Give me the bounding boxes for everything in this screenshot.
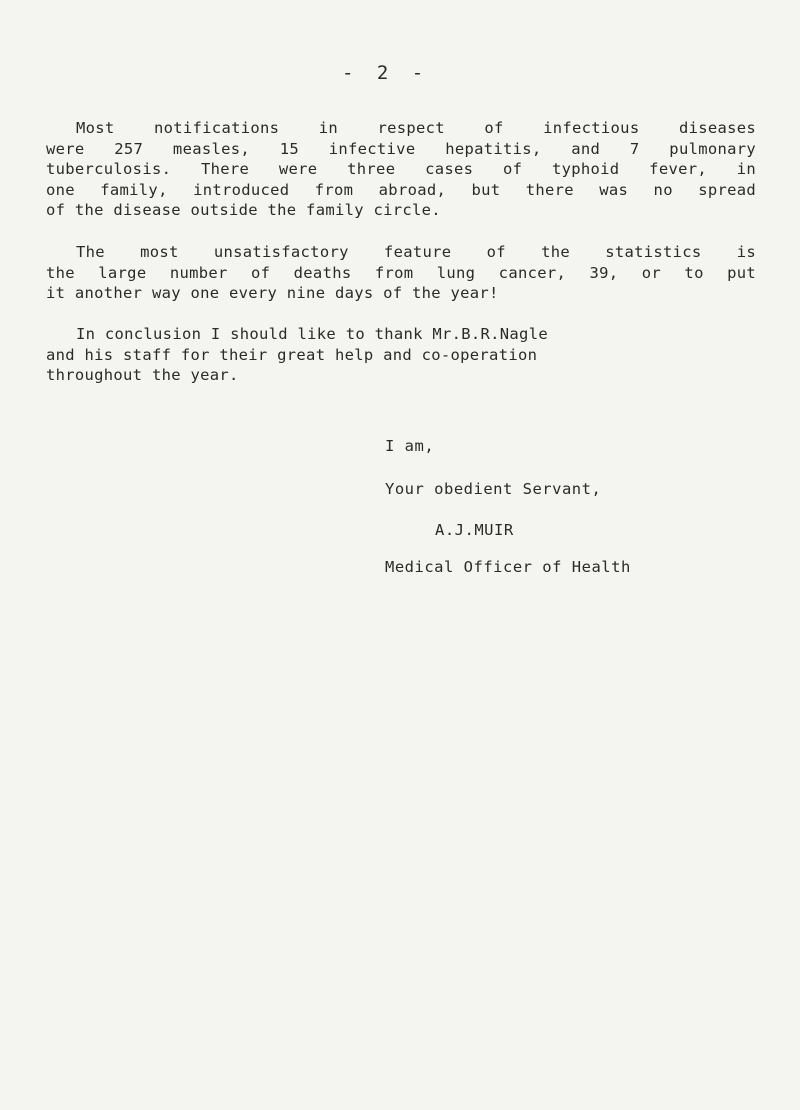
page-number: - 2 - (342, 62, 430, 84)
text-line: tuberculosis. There were three cases of typhoid fever, in (46, 160, 756, 178)
signoff-greeting: I am, (385, 437, 435, 455)
text-line: it another way one every nine days of the year! (46, 284, 499, 302)
text-line: one family, introduced from abroad, but there was no spread (46, 180, 756, 199)
paragraph-conclusion (46, 324, 756, 386)
signoff-name: A.J.MUIR (435, 521, 514, 539)
text-line: Most notifications in respect of infectious diseases (76, 119, 756, 137)
text-line: were 257 measles, 15 infective hepatitis, and 7 pulmonary (46, 139, 756, 158)
signoff-title: Medical Officer of Health (385, 558, 631, 576)
text-line: throughout the year. (46, 366, 239, 384)
text-line: In conclusion I should like to thank Mr.B.R.Nagle (76, 325, 548, 343)
paragraph-lung-cancer (46, 242, 756, 304)
text-line: the large number of deaths from lung cancer, 39, or to put (46, 263, 756, 282)
text-line: The most unsatisfactory feature of the statistics is (76, 243, 756, 261)
signoff-closing: Your obedient Servant, (385, 480, 602, 498)
text-line: and his staff for their great help and co-operation (46, 345, 538, 364)
text-line: of the disease outside the family circle. (46, 201, 441, 219)
paragraph-infectious-diseases (46, 118, 756, 221)
